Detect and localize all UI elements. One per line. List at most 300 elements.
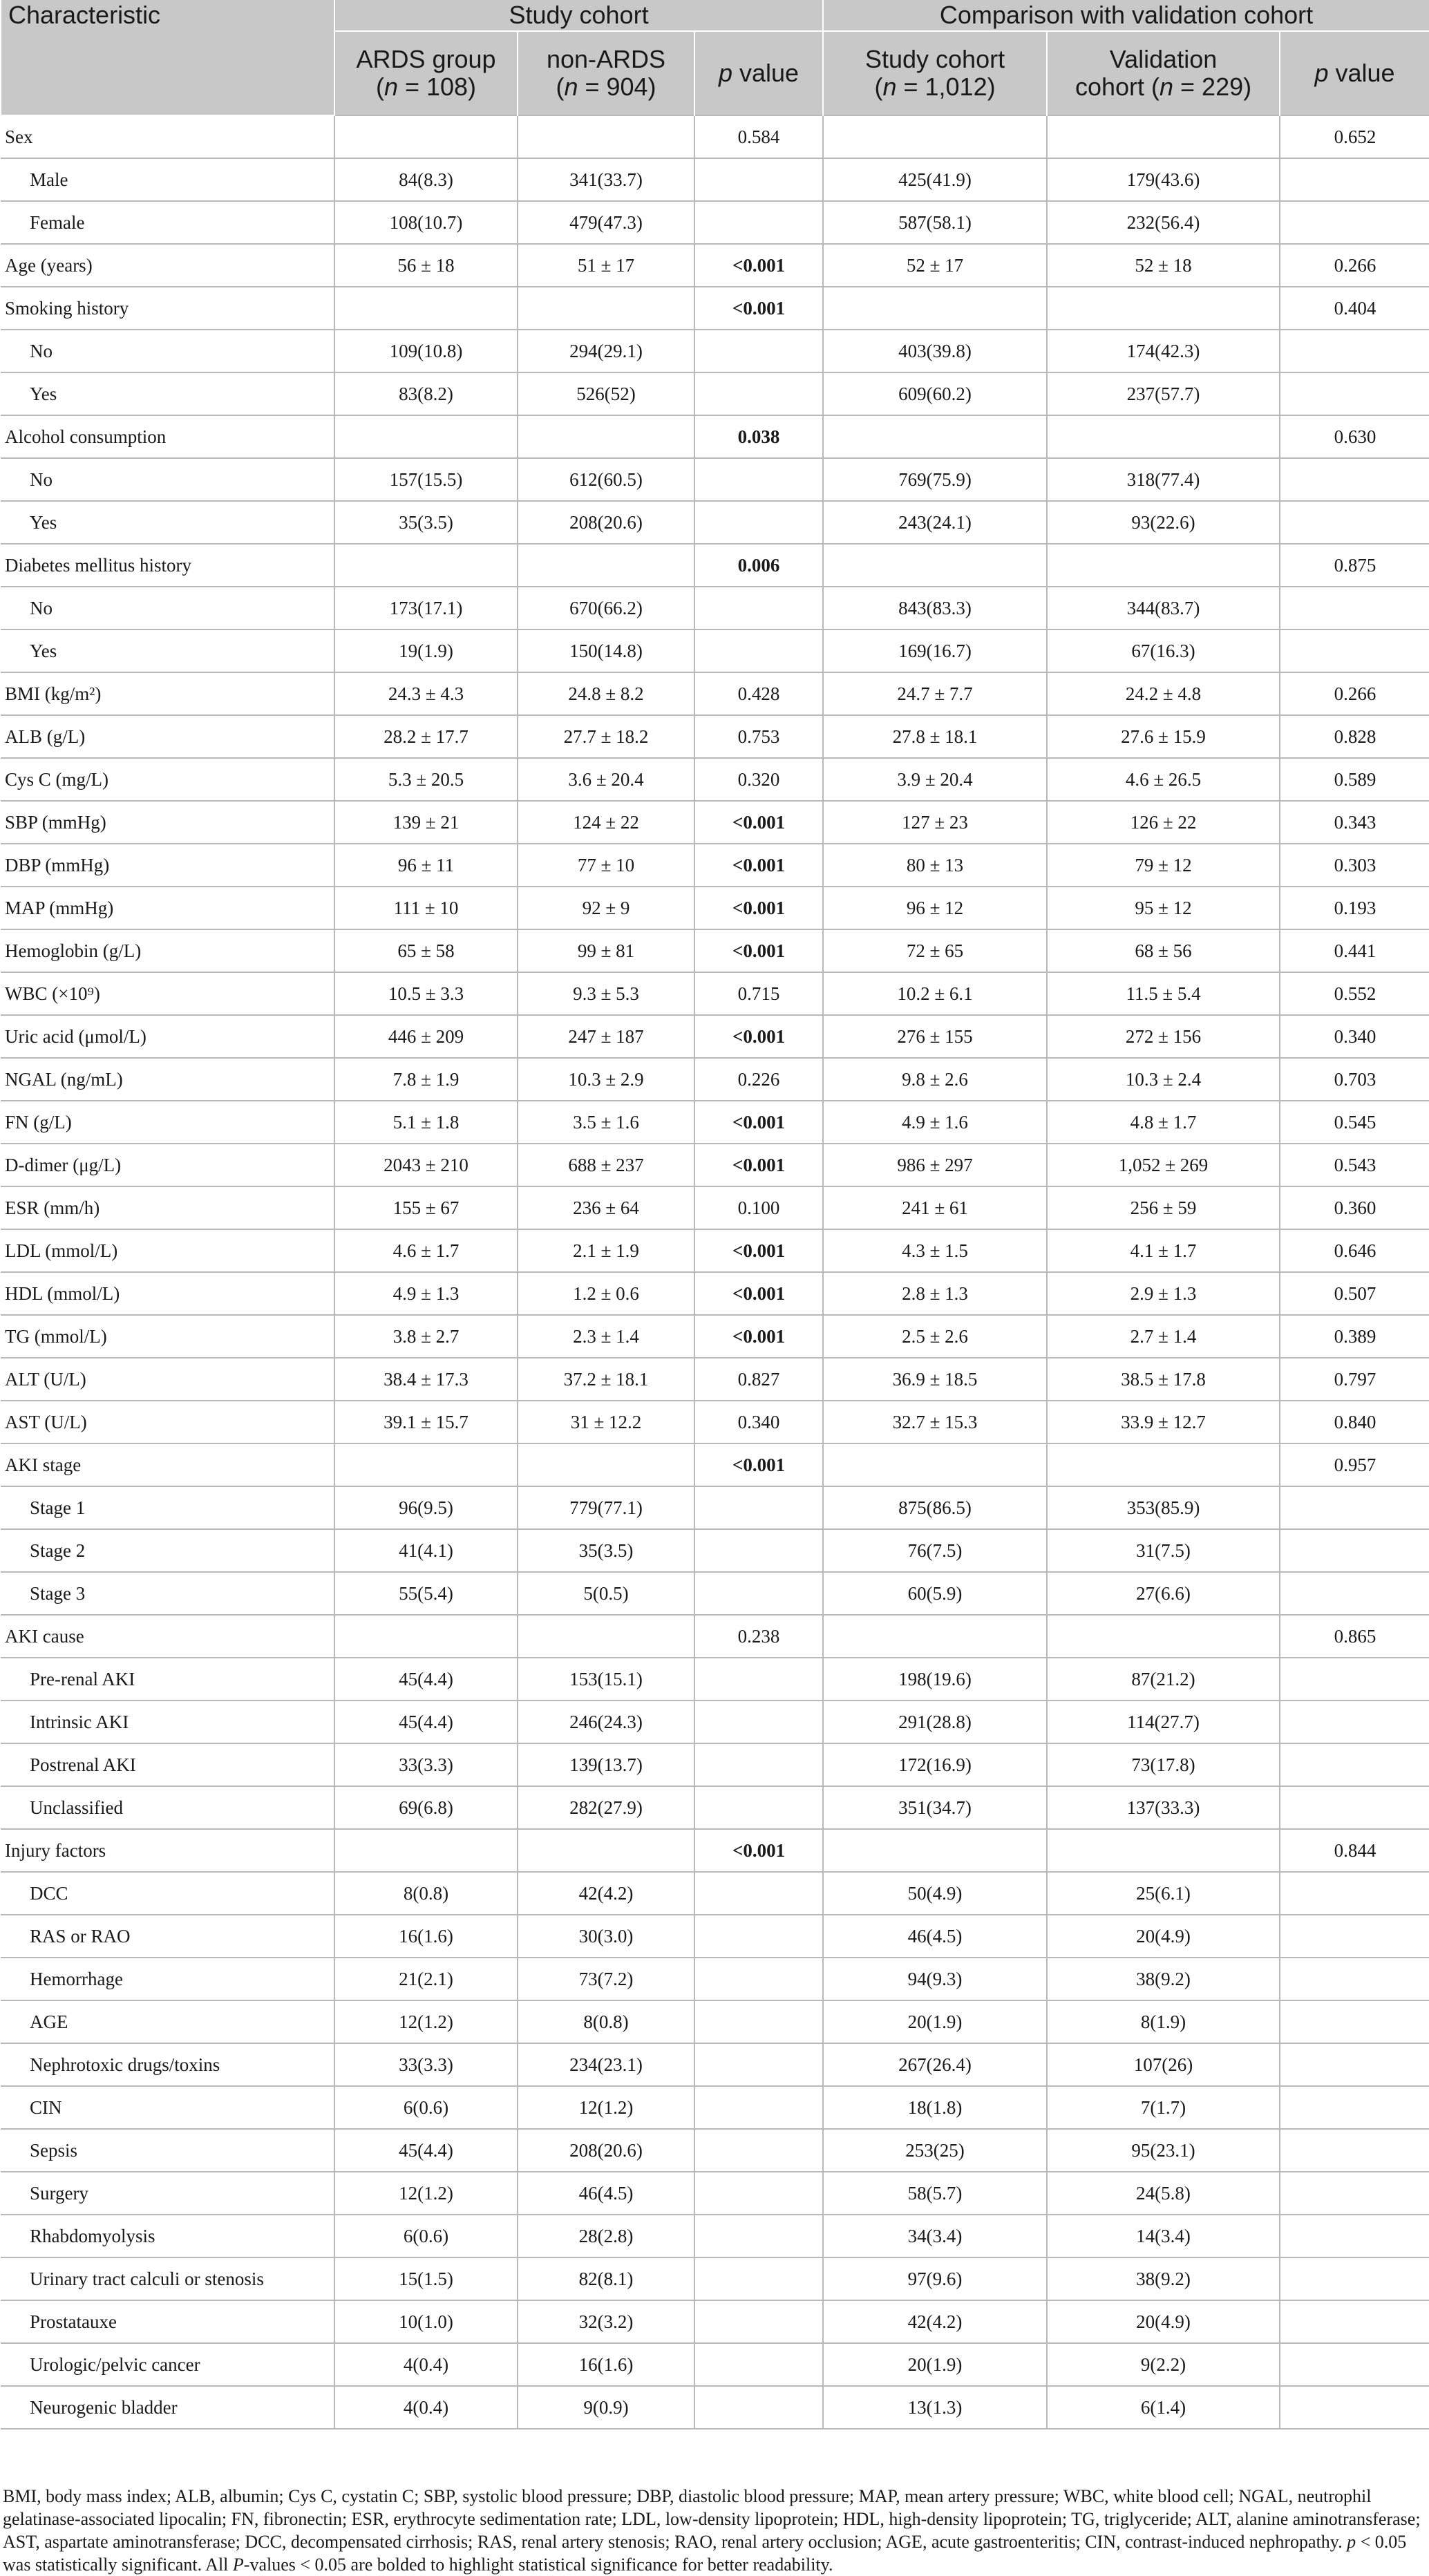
cell-non-ards: 99 ± 81 <box>518 929 694 972</box>
cell-study-cohort: 276 ± 155 <box>823 1015 1047 1058</box>
header-study-cohort-n: Study cohort (n = 1,012) <box>823 31 1047 115</box>
row-label: ALT (U/L) <box>1 1358 334 1401</box>
table-footnote: BMI, body mass index; ALB, albumin; Cys C, cystatin C; SBP, systolic blood pressure; DBP, diastolic blood pressure; MAP, mean artery pressure; WBC, white blood cell; NGAL, neutrophil gelatinase-associated lipocalin; FN, fibronectin; ESR, erythrocyte sedimentation rate; LDL, low-density lipoprotein; HDL, high-density lipoprotein; TG, triglyceride; ALT, alanine aminotransferase; AST, aspartate aminotransferase; DCC, decompensated cirrhosis; RAS, renal artery stenosis; RAO, renal artery occlusion; AGE, acute gastroenteritis; CIN, contrast-induced nephropathy. p < 0.05 was statistically significant. All P-values < 0.05 are bolded to highlight statistical significance for better readability. <box>3 2486 1421 2575</box>
cell-validation-cohort: 107(26) <box>1047 2043 1280 2086</box>
cell-ards: 84(8.3) <box>334 158 518 201</box>
cell-ards: 56 ± 18 <box>334 244 518 287</box>
table-row <box>1 158 1429 201</box>
cell-non-ards: 9.3 ± 5.3 <box>518 972 694 1015</box>
cell-ards: 109(10.8) <box>334 330 518 372</box>
cell-study-cohort: 58(5.7) <box>823 2172 1047 2215</box>
table-row <box>1 1315 1429 1358</box>
cell-study-cohort: 243(24.1) <box>823 501 1047 544</box>
cell-p-value-study <box>694 1486 823 1529</box>
cell-ards: 19(1.9) <box>334 629 518 672</box>
cell-ards: 33(3.3) <box>334 1743 518 1786</box>
cell-ards: 83(8.2) <box>334 372 518 415</box>
cell-p-value-study <box>694 330 823 372</box>
table-row <box>1 1443 1429 1486</box>
cell-p-value-comparison: 0.646 <box>1280 1229 1429 1272</box>
row-label: RAS or RAO <box>1 1915 334 1958</box>
cell-validation-cohort: 67(16.3) <box>1047 629 1280 672</box>
cell-study-cohort: 34(3.4) <box>823 2215 1047 2257</box>
cell-p-value-study: <0.001 <box>694 1229 823 1272</box>
cell-non-ards: 479(47.3) <box>518 201 694 244</box>
cell-validation-cohort: 20(4.9) <box>1047 2300 1280 2343</box>
table-row <box>1 1743 1429 1786</box>
cell-ards <box>334 1615 518 1658</box>
cell-p-value-study: 0.006 <box>694 544 823 587</box>
cell-p-value-study: <0.001 <box>694 1144 823 1186</box>
cell-p-value-study <box>694 1529 823 1572</box>
cell-p-value-comparison <box>1280 1872 1429 1915</box>
cell-p-value-comparison: 0.875 <box>1280 544 1429 587</box>
table-row <box>1 715 1429 758</box>
row-label: Urinary tract calculi or stenosis <box>1 2257 334 2300</box>
cell-p-value-study <box>694 2000 823 2043</box>
cell-p-value-comparison <box>1280 1915 1429 1958</box>
cell-study-cohort: 60(5.9) <box>823 1572 1047 1615</box>
cell-non-ards: 16(1.6) <box>518 2343 694 2386</box>
cell-p-value-comparison <box>1280 2300 1429 2343</box>
table-row <box>1 1572 1429 1615</box>
row-label: Stage 1 <box>1 1486 334 1529</box>
cell-p-value-study <box>694 2257 823 2300</box>
cell-validation-cohort: 353(85.9) <box>1047 1486 1280 1529</box>
cell-validation-cohort: 2.9 ± 1.3 <box>1047 1272 1280 1315</box>
cell-p-value-comparison: 0.404 <box>1280 287 1429 330</box>
cell-study-cohort: 253(25) <box>823 2129 1047 2172</box>
row-label: Stage 3 <box>1 1572 334 1615</box>
cell-p-value-comparison: 0.652 <box>1280 115 1429 158</box>
table-row <box>1 2086 1429 2129</box>
cell-non-ards: 5(0.5) <box>518 1572 694 1615</box>
cell-non-ards: 24.8 ± 8.2 <box>518 672 694 715</box>
cell-p-value-comparison: 0.266 <box>1280 244 1429 287</box>
row-label: CIN <box>1 2086 334 2129</box>
cell-study-cohort: 2.5 ± 2.6 <box>823 1315 1047 1358</box>
cell-validation-cohort: 14(3.4) <box>1047 2215 1280 2257</box>
table-row <box>1 801 1429 844</box>
row-label: ALB (g/L) <box>1 715 334 758</box>
cell-study-cohort: 609(60.2) <box>823 372 1047 415</box>
cell-p-value-study <box>694 1786 823 1829</box>
cell-validation-cohort: 24(5.8) <box>1047 2172 1280 2215</box>
table-row <box>1 2000 1429 2043</box>
cell-non-ards: 32(3.2) <box>518 2300 694 2343</box>
cell-p-value-study: <0.001 <box>694 287 823 330</box>
cell-p-value-comparison: 0.340 <box>1280 1015 1429 1058</box>
cell-ards: 45(4.4) <box>334 1658 518 1701</box>
header-characteristic: Characteristic <box>1 0 334 115</box>
row-label: Neurogenic bladder <box>1 2386 334 2429</box>
row-label: TG (mmol/L) <box>1 1315 334 1358</box>
table-row <box>1 1272 1429 1315</box>
table-row <box>1 1958 1429 2000</box>
cell-p-value-comparison <box>1280 1486 1429 1529</box>
cell-ards <box>334 1829 518 1872</box>
row-label: NGAL (ng/mL) <box>1 1058 334 1101</box>
cell-study-cohort: 587(58.1) <box>823 201 1047 244</box>
cell-validation-cohort: 68 ± 56 <box>1047 929 1280 972</box>
cell-p-value-study <box>694 2172 823 2215</box>
cell-p-value-study: <0.001 <box>694 1315 823 1358</box>
table-row <box>1 758 1429 801</box>
cell-ards: 55(5.4) <box>334 1572 518 1615</box>
cell-p-value-comparison <box>1280 158 1429 201</box>
cell-non-ards: 124 ± 22 <box>518 801 694 844</box>
row-label: Urologic/pelvic cancer <box>1 2343 334 2386</box>
cell-validation-cohort: 1,052 ± 269 <box>1047 1144 1280 1186</box>
cell-non-ards <box>518 544 694 587</box>
cell-validation-cohort: 4.6 ± 26.5 <box>1047 758 1280 801</box>
cell-p-value-comparison <box>1280 2386 1429 2429</box>
table-row <box>1 972 1429 1015</box>
cell-study-cohort: 291(28.8) <box>823 1701 1047 1743</box>
cell-ards: 3.8 ± 2.7 <box>334 1315 518 1358</box>
cell-validation-cohort: 52 ± 18 <box>1047 244 1280 287</box>
cell-ards: 6(0.6) <box>334 2215 518 2257</box>
cell-p-value-comparison <box>1280 1529 1429 1572</box>
cell-p-value-comparison <box>1280 1658 1429 1701</box>
cell-validation-cohort <box>1047 415 1280 458</box>
row-label: Nephrotoxic drugs/toxins <box>1 2043 334 2086</box>
cell-p-value-comparison: 0.343 <box>1280 801 1429 844</box>
cell-p-value-study <box>694 158 823 201</box>
cell-ards: 38.4 ± 17.3 <box>334 1358 518 1401</box>
row-label: AGE <box>1 2000 334 2043</box>
row-label: Diabetes mellitus history <box>1 544 334 587</box>
cell-p-value-comparison <box>1280 2215 1429 2257</box>
cell-study-cohort: 76(7.5) <box>823 1529 1047 1572</box>
table-row <box>1 2043 1429 2086</box>
cell-ards: 157(15.5) <box>334 458 518 501</box>
row-label: Unclassified <box>1 1786 334 1829</box>
row-label: D-dimer (μg/L) <box>1 1144 334 1186</box>
cell-non-ards <box>518 115 694 158</box>
cell-p-value-comparison: 0.840 <box>1280 1401 1429 1443</box>
cell-non-ards: 208(20.6) <box>518 2129 694 2172</box>
row-label: Cys C (mg/L) <box>1 758 334 801</box>
cell-ards: 4.9 ± 1.3 <box>334 1272 518 1315</box>
row-label: No <box>1 458 334 501</box>
cell-validation-cohort <box>1047 1615 1280 1658</box>
cell-p-value-study: 0.753 <box>694 715 823 758</box>
cell-non-ards: 9(0.9) <box>518 2386 694 2429</box>
cell-non-ards: 31 ± 12.2 <box>518 1401 694 1443</box>
cell-validation-cohort: 126 ± 22 <box>1047 801 1280 844</box>
row-label: Surgery <box>1 2172 334 2215</box>
cell-p-value-study <box>694 587 823 629</box>
header-non-ards: non-ARDS (n = 904) <box>518 31 694 115</box>
cell-validation-cohort: 8(1.9) <box>1047 2000 1280 2043</box>
cell-validation-cohort: 2.7 ± 1.4 <box>1047 1315 1280 1358</box>
cell-ards: 45(4.4) <box>334 1701 518 1743</box>
cell-study-cohort: 843(83.3) <box>823 587 1047 629</box>
cell-study-cohort: 13(1.3) <box>823 2386 1047 2429</box>
table-row <box>1 2172 1429 2215</box>
cell-study-cohort: 94(9.3) <box>823 1958 1047 2000</box>
cell-study-cohort <box>823 1443 1047 1486</box>
cell-study-cohort: 4.3 ± 1.5 <box>823 1229 1047 1272</box>
table-row <box>1 1058 1429 1101</box>
cell-validation-cohort: 27(6.6) <box>1047 1572 1280 1615</box>
cell-p-value-comparison <box>1280 1786 1429 1829</box>
cell-p-value-comparison: 0.193 <box>1280 887 1429 929</box>
cell-validation-cohort <box>1047 1443 1280 1486</box>
cell-study-cohort: 425(41.9) <box>823 158 1047 201</box>
cell-p-value-study: <0.001 <box>694 801 823 844</box>
cell-p-value-study: <0.001 <box>694 1443 823 1486</box>
table-row <box>1 2215 1429 2257</box>
cell-ards: 108(10.7) <box>334 201 518 244</box>
cell-p-value-comparison: 0.389 <box>1280 1315 1429 1358</box>
cell-validation-cohort <box>1047 1829 1280 1872</box>
cell-p-value-comparison <box>1280 372 1429 415</box>
cell-ards: 41(4.1) <box>334 1529 518 1572</box>
cell-ards: 12(1.2) <box>334 2172 518 2215</box>
cell-non-ards: 35(3.5) <box>518 1529 694 1572</box>
row-label: SBP (mmHg) <box>1 801 334 844</box>
table-row <box>1 1915 1429 1958</box>
cell-ards: 65 ± 58 <box>334 929 518 972</box>
cell-p-value-study: 0.100 <box>694 1186 823 1229</box>
cell-p-value-study <box>694 1743 823 1786</box>
cell-ards: 33(3.3) <box>334 2043 518 2086</box>
cell-validation-cohort: 25(6.1) <box>1047 1872 1280 1915</box>
cell-study-cohort: 2.8 ± 1.3 <box>823 1272 1047 1315</box>
cell-non-ards: 341(33.7) <box>518 158 694 201</box>
row-label: Hemorrhage <box>1 1958 334 2000</box>
cell-non-ards: 10.3 ± 2.9 <box>518 1058 694 1101</box>
cell-validation-cohort: 272 ± 156 <box>1047 1015 1280 1058</box>
cell-validation-cohort: 137(33.3) <box>1047 1786 1280 1829</box>
cell-validation-cohort: 9(2.2) <box>1047 2343 1280 2386</box>
cell-p-value-comparison <box>1280 1958 1429 2000</box>
cell-non-ards: 3.5 ± 1.6 <box>518 1101 694 1144</box>
row-label: Sepsis <box>1 2129 334 2172</box>
cell-non-ards: 150(14.8) <box>518 629 694 672</box>
cell-study-cohort <box>823 544 1047 587</box>
cell-validation-cohort: 256 ± 59 <box>1047 1186 1280 1229</box>
table-row <box>1 1229 1429 1272</box>
cell-p-value-comparison <box>1280 2172 1429 2215</box>
cell-study-cohort: 36.9 ± 18.5 <box>823 1358 1047 1401</box>
cell-non-ards: 2.3 ± 1.4 <box>518 1315 694 1358</box>
cell-study-cohort: 46(4.5) <box>823 1915 1047 1958</box>
cell-study-cohort: 27.8 ± 18.1 <box>823 715 1047 758</box>
cell-p-value-comparison: 0.630 <box>1280 415 1429 458</box>
row-label: Yes <box>1 629 334 672</box>
table-row <box>1 201 1429 244</box>
cell-p-value-study: <0.001 <box>694 929 823 972</box>
cell-non-ards <box>518 1829 694 1872</box>
row-label: Alcohol consumption <box>1 415 334 458</box>
cell-p-value-comparison <box>1280 458 1429 501</box>
cell-ards <box>334 115 518 158</box>
cell-ards: 24.3 ± 4.3 <box>334 672 518 715</box>
row-label: AKI stage <box>1 1443 334 1486</box>
cell-ards: 96 ± 11 <box>334 844 518 887</box>
table-row <box>1 1872 1429 1915</box>
cell-study-cohort: 32.7 ± 15.3 <box>823 1401 1047 1443</box>
cell-ards: 96(9.5) <box>334 1486 518 1529</box>
table-row <box>1 1658 1429 1701</box>
row-label: Stage 2 <box>1 1529 334 1572</box>
table-row <box>1 244 1429 287</box>
cell-validation-cohort: 95 ± 12 <box>1047 887 1280 929</box>
cell-p-value-comparison: 0.552 <box>1280 972 1429 1015</box>
row-label: HDL (mmol/L) <box>1 1272 334 1315</box>
row-label: Hemoglobin (g/L) <box>1 929 334 972</box>
cell-validation-cohort: 237(57.7) <box>1047 372 1280 415</box>
cell-non-ards: 612(60.5) <box>518 458 694 501</box>
cell-study-cohort: 267(26.4) <box>823 2043 1047 2086</box>
cell-non-ards <box>518 287 694 330</box>
table-row <box>1 1401 1429 1443</box>
row-label: ESR (mm/h) <box>1 1186 334 1229</box>
cell-p-value-study <box>694 201 823 244</box>
cell-ards: 7.8 ± 1.9 <box>334 1058 518 1101</box>
cell-non-ards <box>518 1443 694 1486</box>
cell-p-value-study <box>694 1658 823 1701</box>
cell-ards <box>334 1443 518 1486</box>
table-row <box>1 1529 1429 1572</box>
cell-p-value-study <box>694 2129 823 2172</box>
cell-ards: 2043 ± 210 <box>334 1144 518 1186</box>
cell-validation-cohort: 38(9.2) <box>1047 2257 1280 2300</box>
cell-non-ards: 8(0.8) <box>518 2000 694 2043</box>
cell-p-value-study <box>694 501 823 544</box>
cell-non-ards: 30(3.0) <box>518 1915 694 1958</box>
cell-p-value-study: <0.001 <box>694 1101 823 1144</box>
cell-validation-cohort: 179(43.6) <box>1047 158 1280 201</box>
table-row <box>1 458 1429 501</box>
cell-ards <box>334 287 518 330</box>
cell-validation-cohort: 7(1.7) <box>1047 2086 1280 2129</box>
table-row <box>1 1144 1429 1186</box>
cell-ards: 15(1.5) <box>334 2257 518 2300</box>
cell-non-ards: 688 ± 237 <box>518 1144 694 1186</box>
cell-non-ards: 82(8.1) <box>518 2257 694 2300</box>
cell-ards: 155 ± 67 <box>334 1186 518 1229</box>
cell-validation-cohort: 33.9 ± 12.7 <box>1047 1401 1280 1443</box>
cell-ards: 10(1.0) <box>334 2300 518 2343</box>
cell-p-value-comparison: 0.828 <box>1280 715 1429 758</box>
row-label: Female <box>1 201 334 244</box>
cell-ards: 446 ± 209 <box>334 1015 518 1058</box>
cell-p-value-comparison <box>1280 2129 1429 2172</box>
table-row <box>1 587 1429 629</box>
cell-p-value-comparison <box>1280 2257 1429 2300</box>
cell-study-cohort <box>823 115 1047 158</box>
cell-study-cohort: 875(86.5) <box>823 1486 1047 1529</box>
cell-p-value-study: 0.340 <box>694 1401 823 1443</box>
cell-validation-cohort: 6(1.4) <box>1047 2386 1280 2429</box>
cell-p-value-comparison: 0.865 <box>1280 1615 1429 1658</box>
table-row <box>1 929 1429 972</box>
cell-p-value-comparison <box>1280 201 1429 244</box>
row-label: MAP (mmHg) <box>1 887 334 929</box>
cell-non-ards: 247 ± 187 <box>518 1015 694 1058</box>
cell-study-cohort: 9.8 ± 2.6 <box>823 1058 1047 1101</box>
cell-non-ards: 208(20.6) <box>518 501 694 544</box>
cell-ards: 39.1 ± 15.7 <box>334 1401 518 1443</box>
cell-ards: 139 ± 21 <box>334 801 518 844</box>
cell-validation-cohort: 4.8 ± 1.7 <box>1047 1101 1280 1144</box>
cell-non-ards <box>518 415 694 458</box>
table-row <box>1 629 1429 672</box>
cell-non-ards: 779(77.1) <box>518 1486 694 1529</box>
cell-ards: 6(0.6) <box>334 2086 518 2129</box>
row-label: Male <box>1 158 334 201</box>
cell-ards: 16(1.6) <box>334 1915 518 1958</box>
table-row <box>1 2386 1429 2429</box>
cell-p-value-study <box>694 2043 823 2086</box>
cell-p-value-comparison: 0.507 <box>1280 1272 1429 1315</box>
header-validation-cohort: Validation cohort (n = 229) <box>1047 31 1280 115</box>
cell-validation-cohort: 11.5 ± 5.4 <box>1047 972 1280 1015</box>
cell-p-value-study: <0.001 <box>694 1829 823 1872</box>
header-ards-group: ARDS group (n = 108) <box>334 31 518 115</box>
cell-non-ards: 2.1 ± 1.9 <box>518 1229 694 1272</box>
row-label: LDL (mmol/L) <box>1 1229 334 1272</box>
cell-p-value-comparison <box>1280 501 1429 544</box>
table-row <box>1 287 1429 330</box>
cell-p-value-comparison: 0.844 <box>1280 1829 1429 1872</box>
table-row <box>1 1101 1429 1144</box>
table-row <box>1 501 1429 544</box>
cell-p-value-comparison: 0.703 <box>1280 1058 1429 1101</box>
row-label: AST (U/L) <box>1 1401 334 1443</box>
cell-non-ards: 282(27.9) <box>518 1786 694 1829</box>
cell-p-value-study <box>694 1872 823 1915</box>
cell-study-cohort <box>823 287 1047 330</box>
row-label: Yes <box>1 501 334 544</box>
cell-p-value-comparison: 0.957 <box>1280 1443 1429 1486</box>
table-body <box>1 115 1429 2429</box>
cell-p-value-study <box>694 2086 823 2129</box>
cell-non-ards: 51 ± 17 <box>518 244 694 287</box>
row-label: Uric acid (μmol/L) <box>1 1015 334 1058</box>
cell-p-value-comparison <box>1280 2000 1429 2043</box>
table-row <box>1 1829 1429 1872</box>
cell-ards: 111 ± 10 <box>334 887 518 929</box>
cell-non-ards: 294(29.1) <box>518 330 694 372</box>
cell-validation-cohort: 87(21.2) <box>1047 1658 1280 1701</box>
cell-ards: 5.3 ± 20.5 <box>334 758 518 801</box>
cell-study-cohort: 127 ± 23 <box>823 801 1047 844</box>
cell-validation-cohort: 93(22.6) <box>1047 501 1280 544</box>
cell-study-cohort: 769(75.9) <box>823 458 1047 501</box>
cell-ards: 35(3.5) <box>334 501 518 544</box>
cell-p-value-study <box>694 629 823 672</box>
cell-p-value-study <box>694 1915 823 1958</box>
cell-study-cohort: 351(34.7) <box>823 1786 1047 1829</box>
header-study-cohort: Study cohort <box>334 0 823 31</box>
cell-non-ards: 92 ± 9 <box>518 887 694 929</box>
cell-p-value-study: <0.001 <box>694 244 823 287</box>
cell-p-value-comparison: 0.303 <box>1280 844 1429 887</box>
cell-ards <box>334 544 518 587</box>
cell-non-ards: 28(2.8) <box>518 2215 694 2257</box>
row-label: WBC (×10⁹) <box>1 972 334 1015</box>
cell-p-value-comparison: 0.266 <box>1280 672 1429 715</box>
row-label: FN (g/L) <box>1 1101 334 1144</box>
cell-study-cohort <box>823 1615 1047 1658</box>
cell-p-value-comparison: 0.545 <box>1280 1101 1429 1144</box>
cell-validation-cohort: 174(42.3) <box>1047 330 1280 372</box>
